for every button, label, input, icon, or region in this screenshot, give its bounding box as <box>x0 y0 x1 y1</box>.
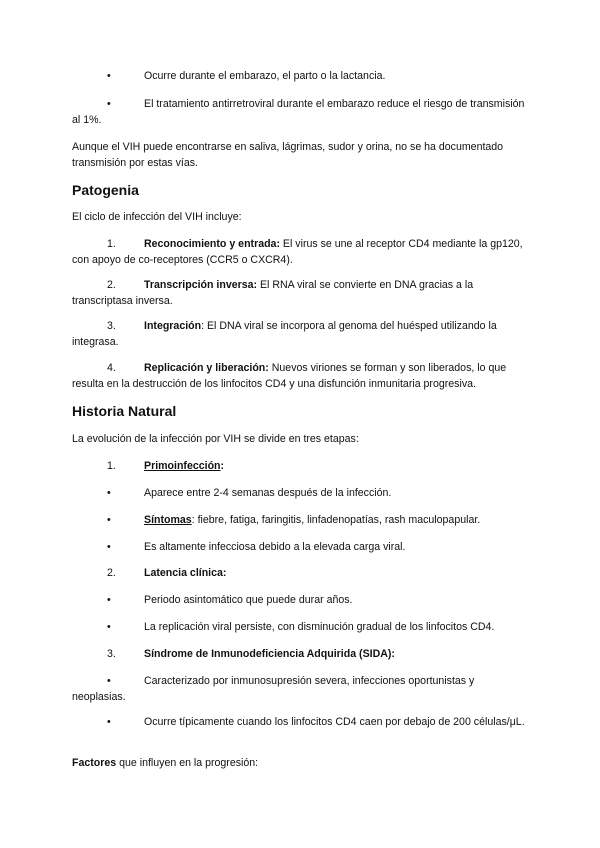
stage-title: Primoinfección <box>144 460 221 472</box>
step-item: 4. Replicación y liberación: Nuevos viriones se forman y son liberados, lo que resulta en la destrucción de los linfocitos CD4 y una disfunción inmunitaria progresiva. <box>72 362 507 390</box>
factores-paragraph: Factores que influyen en la progresión: <box>72 757 259 769</box>
bullet-text: : fiebre, fatiga, faringitis, linfadenopatías, rash maculopapular. <box>191 514 481 526</box>
step-text: Nuevos viriones se forman y son liberados, lo que resulta en la destrucción de los linfocitos CD4 y una disfunción inmunitaria progresiva. <box>72 362 507 390</box>
bullet-text: Aparece entre 2-4 semanas después de la infección. <box>144 487 392 499</box>
step-text: El virus se une al receptor CD4 mediante la gp120, con apoyo de co-receptores (CCR5 o CXCR4). <box>72 238 523 266</box>
bullet-item: • Aparece entre 2-4 semanas después de la infección. <box>107 487 392 499</box>
bullet-item: • Ocurre típicamente cuando los linfocitos CD4 caen por debajo de 200 células/μL. <box>107 716 525 728</box>
stage-title: Síndrome de Inmunodeficiencia Adquirida (SIDA): <box>144 648 395 660</box>
step-term: Replicación y liberación: <box>144 362 269 374</box>
bullet-term: Síntomas <box>144 514 192 526</box>
bullet-text: Periodo asintomático que puede durar años. <box>144 594 353 606</box>
bullet-text: El tratamiento antirretroviral durante el embarazo reduce el riesgo de transmisión al 1%. <box>72 98 525 126</box>
heading-patogenia: Patogenia <box>72 182 139 198</box>
note-paragraph: Aunque el VIH puede encontrarse en saliva, lágrimas, sudor y orina, no se ha documentado transmisión por estas vías. <box>72 141 504 169</box>
step-text: : El DNA viral se incorpora al genoma del huésped utilizando la integrasa. <box>72 320 497 348</box>
bullet-text: Caracterizado por inmunosupresión severa, infecciones oportunistas y neoplasias. <box>72 675 475 703</box>
step-item: 1. Reconocimiento y entrada: El virus se une al receptor CD4 mediante la gp120, con apoyo de co-receptores (CCR5 o CXCR4). <box>72 238 523 266</box>
factores-term: Factores <box>72 757 117 769</box>
heading-historia-natural: Historia Natural <box>72 403 177 419</box>
patogenia-intro: El ciclo de infección del VIH incluye: <box>72 211 242 223</box>
bullet-text: Es altamente infecciosa debido a la elevada carga viral. <box>144 541 406 553</box>
bullet-item: • Es altamente infecciosa debido a la elevada carga viral. <box>107 541 406 553</box>
bullet-item: • Caracterizado por inmunosupresión severa, infecciones oportunistas y neoplasias. <box>72 675 475 703</box>
step-term: Transcripción inversa: <box>144 279 258 291</box>
bullet-text: La replicación viral persiste, con disminución gradual de los linfocitos CD4. <box>144 621 495 633</box>
step-item: 2. Transcripción inversa: El RNA viral se convierte en DNA gracias a la transcriptasa inversa. <box>72 279 474 307</box>
stage-item: 3. Síndrome de Inmunodeficiencia Adquirida (SIDA): <box>107 648 395 660</box>
bullet-item: • La replicación viral persiste, con disminución gradual de los linfocitos CD4. <box>107 621 495 633</box>
step-term: Integración <box>144 320 202 332</box>
historia-intro: La evolución de la infección por VIH se divide en tres etapas: <box>72 433 359 445</box>
bullet-text: Ocurre típicamente cuando los linfocitos CD4 caen por debajo de 200 células/μL. <box>144 716 525 728</box>
step-text: El RNA viral se convierte en DNA gracias a la transcriptasa inversa. <box>72 279 474 307</box>
bullet-text: Ocurre durante el embarazo, el parto o la lactancia. <box>144 70 386 82</box>
step-item: 3. Integración: El DNA viral se incorpora al genoma del huésped utilizando la integrasa. <box>72 320 497 348</box>
bullet-item: • Síntomas: fiebre, fatiga, faringitis, linfadenopatías, rash maculopapular. <box>107 514 481 526</box>
step-term: Reconocimiento y entrada: <box>144 238 280 250</box>
bullet-item: • El tratamiento antirretroviral durante el embarazo reduce el riesgo de transmisión al 1%. <box>72 98 525 126</box>
bullet-item: • Ocurre durante el embarazo, el parto o la lactancia. <box>107 70 386 82</box>
stage-title: Latencia clínica: <box>144 567 227 579</box>
bullet-item: • Periodo asintomático que puede durar años. <box>107 594 353 606</box>
stage-item: 2. Latencia clínica: <box>107 567 227 579</box>
stage-item: 1. Primoinfección: <box>107 460 225 472</box>
